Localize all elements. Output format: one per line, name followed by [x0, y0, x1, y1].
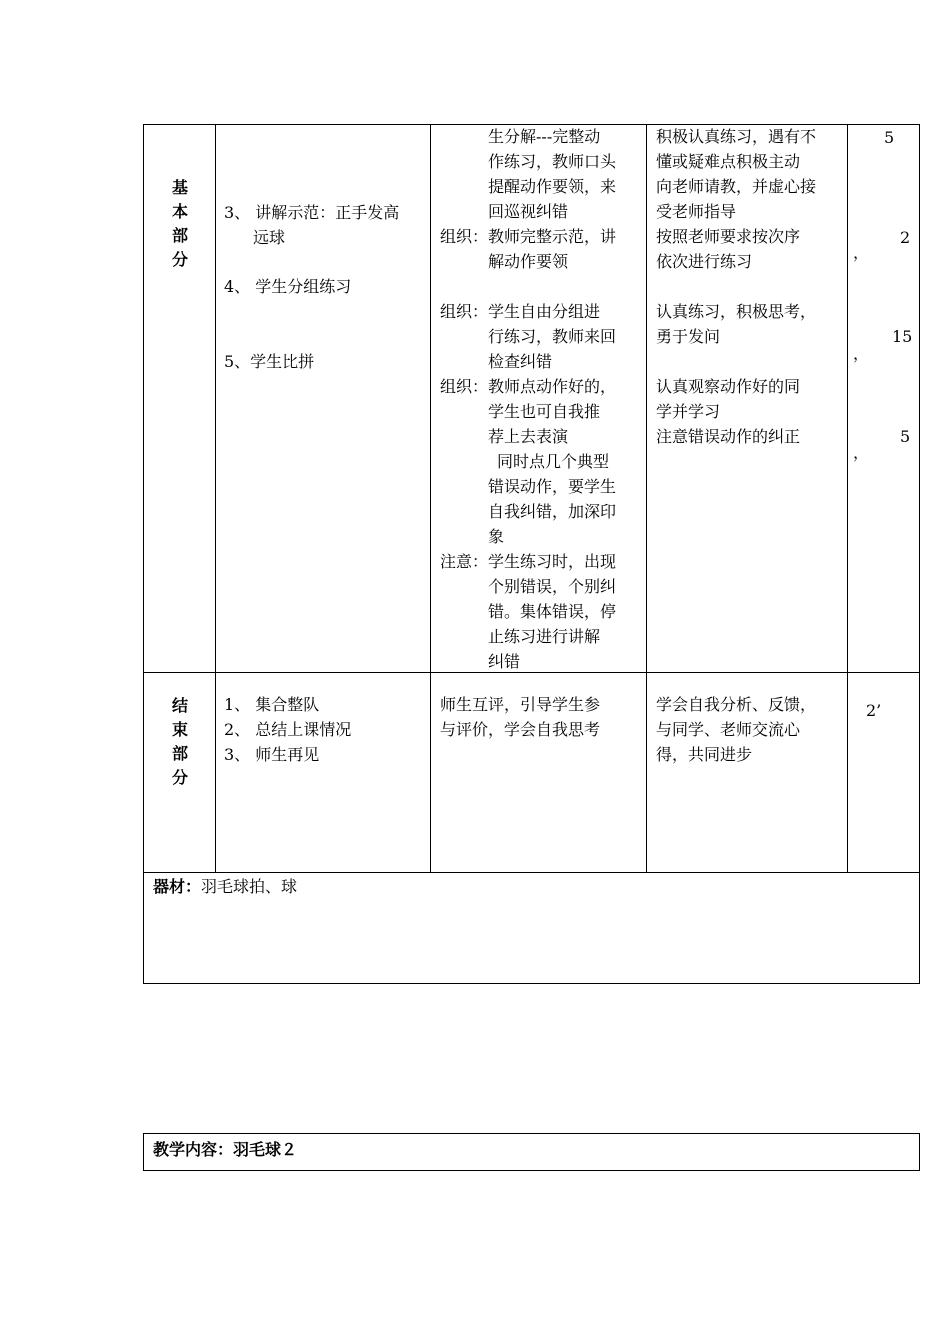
header-char: 分	[171, 250, 188, 269]
content-item: 1、 集合整队	[224, 695, 320, 714]
student-line: 积极认真练习，遇有不	[656, 127, 817, 146]
time-value: 5	[884, 128, 895, 147]
student-line: 受老师指导	[656, 202, 737, 221]
header-char: 部	[171, 226, 188, 245]
table-border-right	[919, 124, 920, 984]
content-item-continuation: 远球	[253, 228, 286, 247]
organization-line: 组织：学生自由分组进	[440, 302, 601, 321]
time-mark: ，	[853, 344, 870, 363]
content-item: 5、学生比拼	[224, 352, 315, 371]
organization-line: 错。集体错误，停	[488, 602, 617, 621]
table-col-divider	[646, 124, 647, 873]
header-char: 本	[171, 202, 188, 221]
table-row-divider	[143, 672, 920, 673]
student-line: 学并学习	[656, 402, 721, 421]
table-border-bottom	[143, 1170, 920, 1171]
header-char: 基	[171, 178, 188, 197]
teaching-content-value: 羽毛球２	[233, 1140, 298, 1159]
organization-line: 注意：学生练习时，出现	[440, 552, 617, 571]
organization-line: 学生也可自我推	[488, 402, 601, 421]
table-border-left	[143, 124, 144, 984]
equipment-value: 羽毛球拍、球	[201, 877, 298, 896]
header-char: 部	[171, 744, 188, 763]
organization-line: 同时点几个典型	[497, 452, 610, 471]
table-col-divider	[215, 124, 216, 873]
header-char: 分	[171, 768, 188, 787]
table-border-right	[919, 1133, 920, 1171]
time-value: 2’	[866, 701, 882, 720]
organization-line: 纠错	[488, 652, 521, 671]
equipment-label: 器材：	[153, 877, 202, 896]
organization-line: 组织：教师完整示范，讲	[440, 227, 617, 246]
teaching-content-label: 教学内容：	[153, 1140, 234, 1159]
content-item: 4、 学生分组练习	[224, 277, 352, 296]
time-value: 2	[900, 228, 911, 247]
student-line: 得，共同进步	[656, 745, 753, 764]
organization-line: 错误动作，要学生	[488, 477, 617, 496]
equipment-row	[153, 874, 297, 899]
table-border-top	[143, 1133, 920, 1134]
organization-line: 荐上去表演	[488, 427, 569, 446]
content-item: 2、 总结上课情况	[224, 720, 352, 739]
basic-section-header	[168, 176, 192, 272]
organization-line: 回巡视纠错	[488, 202, 569, 221]
table-col-divider	[430, 124, 431, 873]
student-line: 注意错误动作的纠正	[656, 427, 801, 446]
organization-line: 象	[488, 527, 505, 546]
organization-line: 组织：教师点动作好的，	[440, 377, 617, 396]
time-value: 15	[892, 327, 913, 346]
student-line: 向老师请教，并虚心接	[656, 177, 817, 196]
organization-line: 检查纠错	[488, 352, 553, 371]
time-mark: ，	[853, 243, 870, 262]
content-item: 3、 讲解示范：正手发高	[224, 203, 400, 222]
organization-line: 师生互评，引导学生参	[440, 695, 601, 714]
time-mark: ，	[853, 443, 870, 462]
teaching-content-row	[153, 1137, 297, 1162]
student-line: 与同学、老师交流心	[656, 720, 801, 739]
organization-line: 解动作要领	[488, 252, 569, 271]
time-value: 5	[900, 427, 911, 446]
organization-line: 止练习进行讲解	[488, 627, 601, 646]
student-line: 依次进行练习	[656, 252, 753, 271]
organization-line: 个别错误，个别纠	[488, 577, 617, 596]
table-row-divider	[143, 872, 920, 873]
organization-line: 行练习，教师来回	[488, 327, 617, 346]
organization-line: 自我纠错，加深印	[488, 502, 617, 521]
student-line: 认真观察动作好的同	[656, 377, 801, 396]
student-line: 学会自我分析、反馈，	[656, 695, 817, 714]
organization-line: 作练习，教师口头	[488, 152, 617, 171]
header-char: 束	[171, 720, 188, 739]
organization-line: 与评价，学会自我思考	[440, 720, 601, 739]
student-line: 懂或疑难点积极主动	[656, 152, 801, 171]
content-item: 3、 师生再见	[224, 745, 320, 764]
student-line: 按照老师要求按次序	[656, 227, 801, 246]
header-char: 结	[171, 696, 188, 715]
table-col-divider	[847, 124, 848, 873]
end-section-header	[168, 694, 192, 790]
table-border-left	[143, 1133, 144, 1171]
table-border-bottom	[143, 983, 920, 984]
organization-line: 生分解---完整动	[488, 127, 601, 146]
organization-line: 提醒动作要领，来	[488, 177, 617, 196]
student-line: 认真练习，积极思考，	[656, 302, 817, 321]
student-line: 勇于发问	[656, 327, 721, 346]
